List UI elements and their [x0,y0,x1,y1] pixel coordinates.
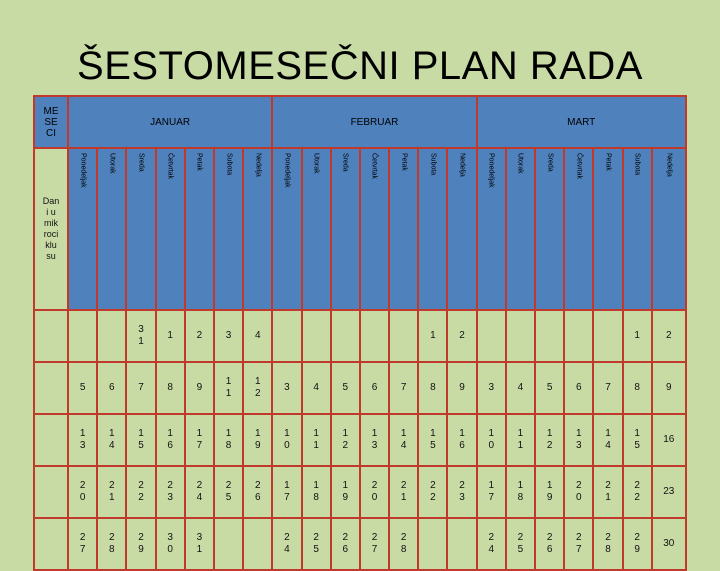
date-cell [126,310,155,362]
date-cell [360,414,389,466]
day-name: Sreda [546,153,554,172]
date-cell [593,310,622,362]
date-cell [418,518,447,570]
date-value: 1 [634,330,640,341]
date-cell [389,310,418,362]
date-cell [243,518,272,570]
date-cell [477,518,506,570]
date-value: 5 [79,382,86,393]
date-value: 9 [665,382,672,393]
day-header-cell [564,148,593,310]
date-value: 1 4 [605,428,611,451]
date-value: 2 6 [546,532,553,555]
day-header-cell [214,148,243,310]
date-cell [331,414,360,466]
date-value: 1 0 [488,428,494,451]
date-cell [564,362,593,414]
date-cell [389,362,418,414]
date-value: 1 5 [634,428,640,451]
date-cell [418,362,447,414]
date-value: 2 2 [430,480,436,503]
date-value: 2 7 [371,532,378,555]
plan-table [33,95,687,571]
date-cell [156,466,185,518]
date-cell [623,414,652,466]
date-cell [447,362,476,414]
day-name: Sreda [341,153,349,172]
date-value: 1 9 [546,480,553,503]
date-cell [156,310,185,362]
date-cell [564,414,593,466]
date-cell [68,466,97,518]
date-value: 1 9 [254,428,261,451]
date-value: 2 5 [225,480,232,503]
date-value: 2 8 [400,532,407,555]
date-value: 16 [663,434,675,445]
date-cell [302,414,331,466]
day-name: Četvrtak [575,153,583,180]
date-value: 2 6 [342,532,349,555]
date-cell [477,414,506,466]
date-value: 2 2 [634,480,640,503]
date-value: 2 0 [371,480,378,503]
date-value: 1 1 [313,428,319,451]
date-cell [97,310,126,362]
date-cell [535,466,564,518]
date-value: 2 1 [109,480,115,503]
date-value: 1 [167,330,173,341]
date-value: 2 1 [605,480,611,503]
months-corner-label: ME SE CI [34,96,68,148]
day-header-cell [68,148,97,310]
date-value: 2 3 [167,480,173,503]
date-value: 2 9 [634,532,640,555]
date-cell [214,518,243,570]
day-header-cell [156,148,185,310]
date-value: 2 [665,330,672,341]
week-row [34,310,686,362]
date-cell [331,310,360,362]
date-value: 1 5 [430,428,436,451]
date-value: 2 6 [254,480,261,503]
date-value: 1 8 [517,480,524,503]
date-cell [243,310,272,362]
date-cell [506,362,535,414]
date-cell [564,466,593,518]
date-cell [302,518,331,570]
day-header-cell [418,148,447,310]
date-value: 4 [517,382,524,393]
date-cell [506,466,535,518]
date-value: 5 [342,382,349,393]
date-value: 3 [488,382,494,393]
date-cell [623,310,652,362]
date-cell [593,518,622,570]
date-cell [652,310,686,362]
date-cell [185,362,214,414]
day-header-cell [652,148,686,310]
date-value: 1 7 [488,480,494,503]
date-value: 1 5 [138,428,144,451]
week-row [34,518,686,570]
date-value: 2 0 [79,480,86,503]
week-row [34,414,686,466]
day-header-cell [185,148,214,310]
date-value: 2 2 [138,480,144,503]
date-cell [331,518,360,570]
day-header-cell [272,148,301,310]
date-cell [477,466,506,518]
week-row [34,466,686,518]
date-value: 3 1 [138,324,144,347]
date-cell [68,414,97,466]
date-cell [126,414,155,466]
date-cell [447,310,476,362]
date-cell [97,518,126,570]
date-cell [477,310,506,362]
date-cell [68,310,97,362]
date-value: 4 [313,382,319,393]
date-cell [214,362,243,414]
date-cell [360,466,389,518]
page-title: ŠESTOMESEČNI PLAN RADA [77,44,643,88]
date-cell [593,466,622,518]
date-value: 6 [371,382,378,393]
date-cell [331,362,360,414]
week-row-spacer [34,362,68,414]
date-value: 9 [459,382,465,393]
month-january: JANUAR [68,96,272,148]
date-value: 2 9 [138,532,144,555]
day-header-cell [506,148,535,310]
date-cell [272,310,301,362]
date-cell [272,466,301,518]
date-value: 7 [400,382,407,393]
date-cell [652,362,686,414]
date-cell [535,310,564,362]
date-value: 4 [254,330,261,341]
date-cell [447,414,476,466]
date-cell [156,414,185,466]
week-row-spacer [34,414,68,466]
day-header-cell [243,148,272,310]
date-cell [593,362,622,414]
date-value: 2 4 [284,532,290,555]
date-value: 2 1 [400,480,407,503]
date-cell [564,518,593,570]
day-name: Nedelja [458,153,466,177]
day-name: Subota [429,153,437,176]
date-cell [126,466,155,518]
date-cell [214,310,243,362]
date-cell [418,310,447,362]
date-cell [214,466,243,518]
date-value: 1 6 [459,428,465,451]
day-header-cell [126,148,155,310]
date-value: 2 4 [488,532,494,555]
date-cell [535,414,564,466]
date-value: 6 [109,382,115,393]
date-cell [243,414,272,466]
date-value: 1 7 [284,480,290,503]
date-cell [506,518,535,570]
date-value: 5 [546,382,553,393]
date-value: 2 [196,330,203,341]
date-cell [185,518,214,570]
date-cell [477,362,506,414]
date-cell [156,362,185,414]
date-cell [389,518,418,570]
date-cell [302,310,331,362]
date-cell [623,466,652,518]
date-value: 30 [663,538,675,549]
date-cell [97,414,126,466]
date-cell [506,310,535,362]
date-value: 2 3 [459,480,465,503]
date-cell [185,414,214,466]
date-cell [185,310,214,362]
date-cell [623,362,652,414]
day-header-cell [302,148,331,310]
day-name: Petak [400,153,408,171]
date-value: 3 0 [167,532,173,555]
date-cell [302,466,331,518]
date-value: 1 4 [400,428,407,451]
date-cell [331,466,360,518]
date-value: 3 1 [196,532,203,555]
date-value: 2 7 [79,532,86,555]
week-row [34,362,686,414]
date-cell [360,310,389,362]
date-cell [418,466,447,518]
day-name: Utorak [312,153,320,174]
day-name: Sreda [137,153,145,172]
date-value: 1 0 [284,428,290,451]
date-value: 8 [167,382,173,393]
week-row-spacer [34,310,68,362]
date-cell [302,362,331,414]
date-value: 1 1 [517,428,524,451]
date-value: 1 [430,330,436,341]
date-value: 2 [459,330,465,341]
date-value: 7 [138,382,144,393]
day-name: Nedelja [665,153,673,177]
days-side-label: Dan i u mik roci klu su [34,148,68,310]
day-name: Ponedeljak [487,153,495,188]
date-cell [97,362,126,414]
date-cell [623,518,652,570]
day-name: Petak [195,153,203,171]
date-value: 3 [284,382,290,393]
day-name: Subota [633,153,641,176]
day-name: Četvrtak [166,153,174,180]
date-cell [652,414,686,466]
date-cell [156,518,185,570]
date-cell [97,466,126,518]
date-cell [243,362,272,414]
date-value: 1 6 [167,428,173,451]
day-header-cell [447,148,476,310]
date-value: 1 8 [225,428,232,451]
week-row-spacer [34,466,68,518]
day-name: Ponedeljak [283,153,291,188]
month-february: FEBRUAR [272,96,476,148]
date-cell [185,466,214,518]
date-cell [243,466,272,518]
date-cell [535,362,564,414]
day-header-cell [360,148,389,310]
date-value: 9 [196,382,203,393]
date-value: 2 4 [196,480,203,503]
day-name: Utorak [516,153,524,174]
date-cell [447,518,476,570]
day-name: Utorak [108,153,116,174]
date-value: 1 3 [371,428,378,451]
date-value: 1 3 [79,428,86,451]
date-cell [652,518,686,570]
date-value: 8 [634,382,640,393]
day-header-cell [593,148,622,310]
date-value: 6 [576,382,582,393]
date-cell [272,414,301,466]
date-cell [126,362,155,414]
month-header-row [34,96,686,148]
date-value: 23 [663,486,675,497]
date-cell [564,310,593,362]
date-value: 1 1 [225,376,232,399]
date-cell [652,466,686,518]
day-name: Nedelja [254,153,262,177]
date-value: 7 [605,382,611,393]
day-header-cell [331,148,360,310]
day-name: Subota [225,153,233,176]
date-value: 1 8 [313,480,319,503]
date-value: 1 4 [109,428,115,451]
date-cell [389,466,418,518]
date-value: 2 5 [313,532,319,555]
date-cell [126,518,155,570]
date-cell [506,414,535,466]
day-header-cell [97,148,126,310]
date-value: 2 0 [576,480,582,503]
day-header-cell [477,148,506,310]
date-value: 2 8 [109,532,115,555]
date-value: 2 7 [576,532,582,555]
date-cell [272,362,301,414]
date-value: 1 3 [576,428,582,451]
date-cell [214,414,243,466]
day-name: Petak [604,153,612,171]
day-header-cell [623,148,652,310]
date-value: 1 2 [546,428,553,451]
day-name: Ponedeljak [79,153,87,188]
day-header-cell [389,148,418,310]
date-value: 3 [225,330,232,341]
date-value: 2 5 [517,532,524,555]
date-value: 2 8 [605,532,611,555]
week-row-spacer [34,518,68,570]
day-header-row [34,148,686,310]
date-cell [360,362,389,414]
date-cell [593,414,622,466]
date-cell [535,518,564,570]
date-cell [68,518,97,570]
date-cell [360,518,389,570]
month-march: MART [477,96,686,148]
date-cell [272,518,301,570]
date-cell [389,414,418,466]
date-value: 1 7 [196,428,203,451]
date-cell [418,414,447,466]
date-cell [447,466,476,518]
date-cell [68,362,97,414]
date-value: 1 2 [342,428,349,451]
date-value: 8 [430,382,436,393]
day-header-cell [535,148,564,310]
day-name: Četvrtak [370,153,378,180]
date-value: 1 9 [342,480,349,503]
date-value: 1 2 [254,376,261,399]
